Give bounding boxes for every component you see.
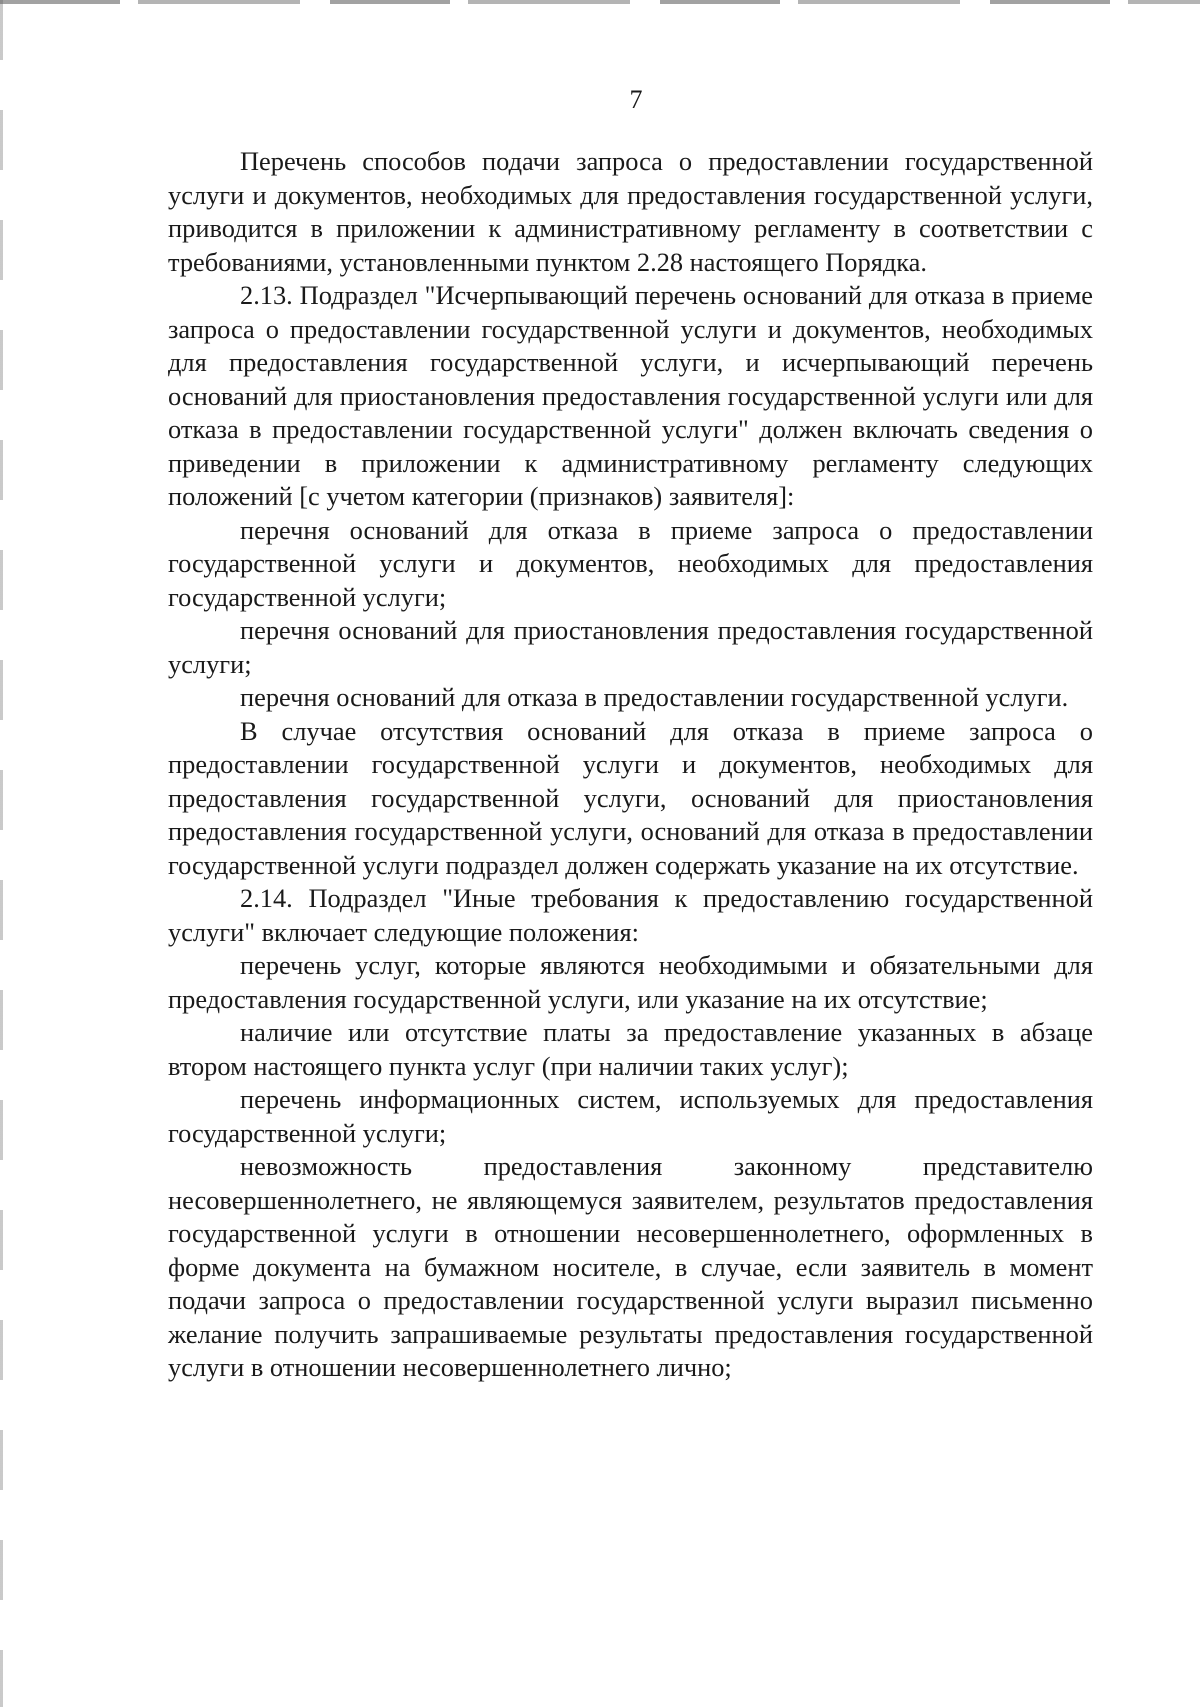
- paragraph-required-services: перечень услуг, которые являются необходимыми и обязательными для предоставления государственной услуги, или указание на их отсутствие;: [168, 950, 1093, 1014]
- paragraph-information-systems: перечень информационных систем, используемых для предоставления государственной услуги;: [168, 1084, 1093, 1148]
- paragraph-absence-of-grounds: В случае отсутствия оснований для отказа в приеме запроса о предоставлении государственной услуги и документов, необходимых для предоставления государственной услуги, оснований для приостановления предоставления государственной услуги, оснований для отказа в предоставлении государственной услуги подраздел должен содержать указание на их отсутствие.: [168, 715, 1093, 880]
- paragraph-2-14-heading: 2.14. Подраздел "Иные требования к предоставлению государственной услуги" включает следующие положения:: [168, 883, 1093, 947]
- paragraph-2-13-heading: 2.13. Подраздел "Исчерпывающий перечень оснований для отказа в приеме запроса о предоставлении государственной услуги и документов, необходимых для предоставления государственной услуги, и исчерпывающий перечень оснований для приостановления предоставления государственной услуги или для отказа в предоставлении государственной услуги" должен включать сведения о приведении в приложении к административному регламенту следующих положений [с учетом категории (признаков) заявителя]:: [168, 280, 1093, 511]
- scan-top-edge: [0, 0, 1200, 4]
- scan-left-edge: [0, 0, 3, 1707]
- paragraph-refusal-provision-list: перечня оснований для отказа в предоставлении государственной услуги.: [240, 682, 1069, 712]
- paragraph-suspension-list: перечня оснований для приостановления предоставления государственной услуги;: [168, 615, 1093, 679]
- paragraph-refusal-reception-list: перечня оснований для отказа в приеме запроса о предоставлении государственной услуги и документов, необходимых для предоставления государственной услуги;: [168, 514, 1093, 612]
- paragraph-submission-methods: Перечень способов подачи запроса о предоставлении государственной услуги и документов, необходимых для предоставления государственной услуги, приводится в приложении к административному регламенту в соответствии с требованиями, установленными пунктом 2.28 настоящего Порядка.: [168, 146, 1093, 277]
- paragraph-minor-results: невозможность предоставления законному представителю несовершеннолетнего, не являющемуся заявителем, результатов предоставления государственной услуги в отношении несовершеннолетнего, оформленных в форме документа на бумажном носителе, в случае, если заявитель в момент подачи запроса о предоставлении государственной услуги выразил письменно желание получить запрашиваемые результаты предоставления государственной услуги в отношении несовершеннолетнего лично;: [168, 1151, 1093, 1382]
- document-body: [168, 145, 1093, 1385]
- page-number: 7: [629, 85, 643, 114]
- paragraph-fee: наличие или отсутствие платы за предоставление указанных в абзаце втором настоящего пункта услуг (при наличии таких услуг);: [168, 1017, 1093, 1081]
